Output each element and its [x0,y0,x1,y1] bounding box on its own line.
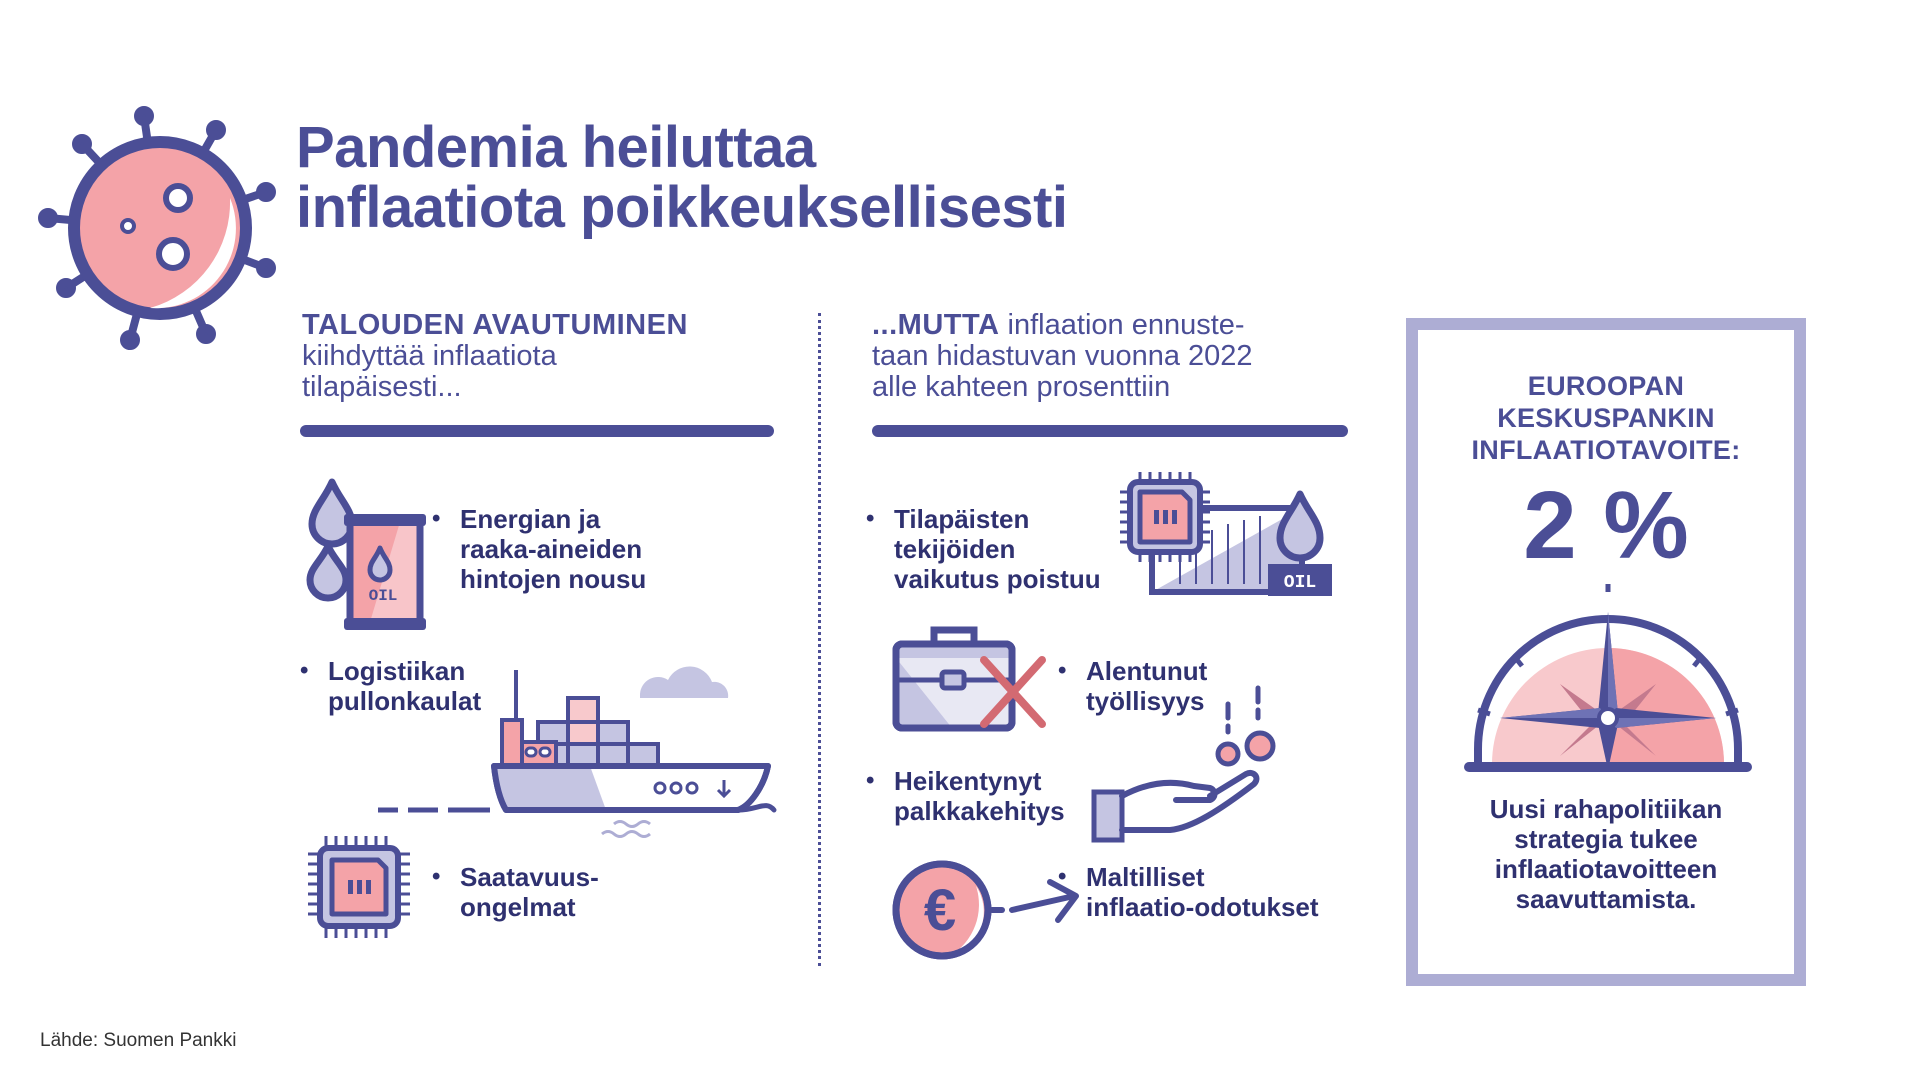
right-item-temporary-factors: • Tilapäisten tekijöiden vaikutus poistuu [866,504,1101,594]
virus-icon [40,108,280,348]
source-note: Lähde: Suomen Pankki [40,1030,237,1051]
left-heading [302,310,688,403]
title-line-2: inflaatiota poikkeuksellisesti [296,175,1068,240]
page-title [296,115,1068,240]
right-heading-line-1: inflaation ennuste- [999,309,1245,341]
ecb-description: Uusi rahapolitiikan strategia tukee inflaatiotavoitteen saavuttamista. [1489,794,1723,914]
oil-label-2: OIL [1283,573,1317,593]
right-heading [872,310,1253,403]
left-heading-line-3: tilapäisesti... [302,371,462,403]
oil-barrel-icon [300,474,430,630]
compass-gauge-icon [1460,574,1756,774]
title-line-1: Pandemia heiluttaa [296,115,816,180]
right-item-employment: • Alentunut työllisyys [1058,656,1207,716]
column-divider [818,313,821,966]
briefcase-cross-icon [892,624,1052,736]
right-heading-line-3: alle kahteen prosenttiin [872,371,1171,403]
left-heading-rule [300,425,774,437]
right-item-wages: • Heikentynyt palkkakehitys [866,766,1065,826]
left-item-energy: • Energian ja raaka-aineiden hintojen nousu [432,504,646,594]
euro-arrow-icon [890,856,1080,966]
right-item-expectations: • Maltilliset inflaatio-odotukset [1058,862,1319,922]
ecb-target-value: 2 % [1523,472,1689,579]
svg-text:€: € [923,878,957,943]
cargo-ship-icon [378,660,788,850]
left-item-availability: • Saatavuus- ongelmat [432,862,599,922]
right-heading-line-2: taan hidastuvan vuonna 2022 [872,340,1253,372]
left-heading-line-2: kiihdyttää inflaatiota [302,340,557,372]
microchip-icon [304,832,414,942]
right-heading-bold: ...MUTTA [872,309,1000,341]
left-heading-bold: TALOUDEN AVAUTUMINEN [302,309,688,341]
left-item-logistics: • Logistiikan pullonkaulat [300,656,481,716]
ecb-title: EUROOPAN KESKUSPANKIN INFLAATIOTAVOITE: [1471,371,1741,465]
oil-label: OIL [368,587,398,605]
hand-coins-icon [1090,684,1280,844]
right-heading-rule [872,425,1348,437]
chip-container-oil-icon [1120,472,1340,602]
